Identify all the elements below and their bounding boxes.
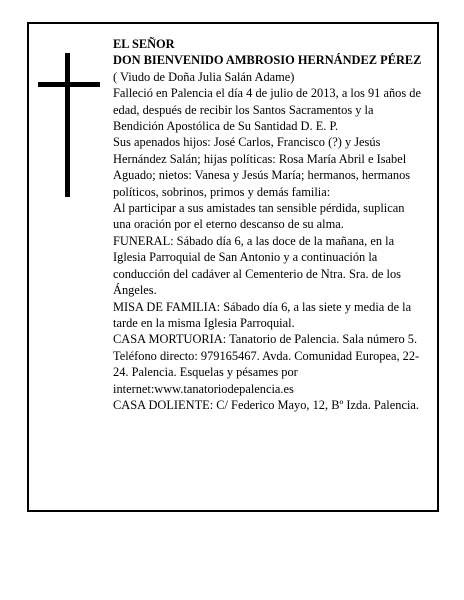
notice-title: EL SEÑOR xyxy=(113,37,175,51)
cross-horizontal-bar xyxy=(38,82,100,87)
funeral-info: FUNERAL: Sábado día 6, a las doce de la mañana, en la Iglesia Parroquial de San Antonio y a continuación la conducción del cadáver al Cementerio de Ntra. Sra. de los Ángeles. xyxy=(113,233,401,298)
deceased-name: DON BIENVENIDO AMBROSIO HERNÁNDEZ PÉREZ xyxy=(113,53,422,68)
family-mass-info: MISA DE FAMILIA: Sábado día 6, a las siete y media de la tarde en la misma Iglesia Parroquial. xyxy=(113,299,412,330)
mourning-home-info: CASA DOLIENTE: C/ Federico Mayo, 12, Bº Izda. Palencia. xyxy=(113,397,419,412)
cross-vertical-bar xyxy=(65,53,70,197)
family-list: Sus apenados hijos: José Carlos, Francisco (?) y Jesús Hernández Salán; hijas políticas: Rosa María Abril e Isabel Aguado; nietos: Vanesa y Jesús María; hermanos, hermanos políticos, sobrinos, primos y demás familia: xyxy=(113,135,411,199)
cross-icon xyxy=(38,53,100,197)
death-announcement: Falleció en Palencia el día 4 de julio de 2013, a los 91 años de edad, después de recibir los Santos Sacramentos y la Bendición Apostólica de Su Santidad D. E. P. xyxy=(113,86,421,134)
prayer-request: Al participar a sus amistades tan sensible pérdida, suplican una oración por el eterno descanso de su alma. xyxy=(113,201,405,232)
mortuary-info: CASA MORTUORIA: Tanatorio de Palencia. Sala número 5. Teléfono directo: 979165467. Avda. Comunidad Europea, 22-24. Palencia. Esquelas y pésames por internet:www.tanatoriodepalencia.es xyxy=(113,332,420,396)
widower-line: ( Viudo de Doña Julia Salán Adame) xyxy=(113,69,295,84)
obituary-text xyxy=(113,36,423,413)
